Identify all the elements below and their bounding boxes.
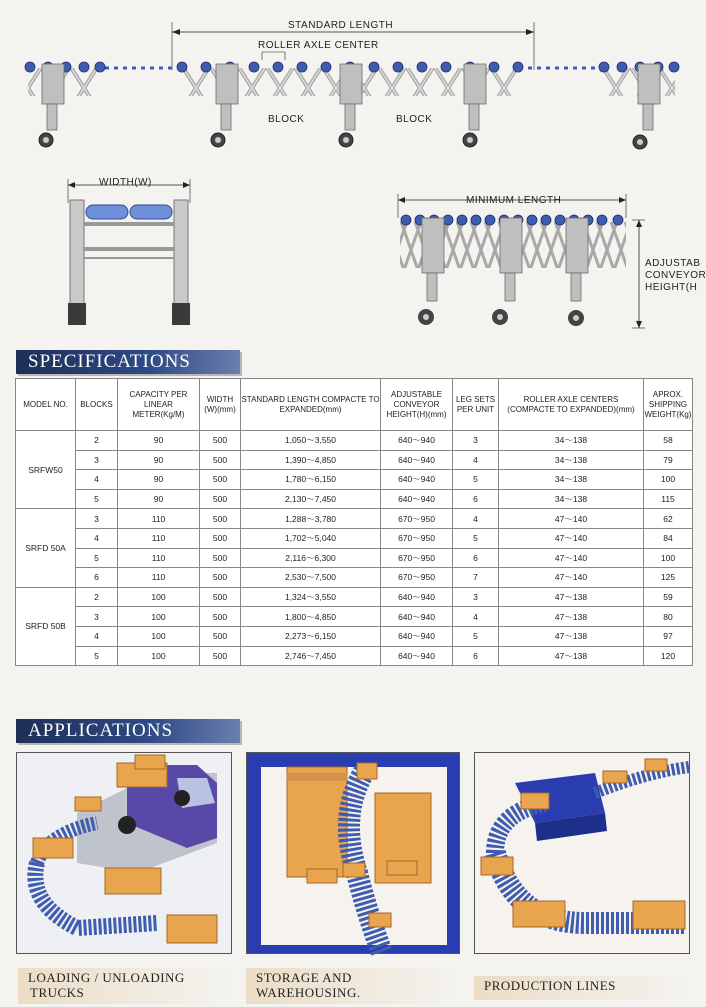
- capacity-cell: 110: [118, 528, 200, 548]
- header-model: MODEL NO.: [16, 379, 76, 431]
- table-row: [16, 470, 693, 490]
- height-cell: 640～940: [381, 626, 453, 646]
- blocks-cell: 5: [76, 489, 118, 509]
- caption-line-2: WAREHOUSING.: [256, 985, 361, 1000]
- weight-cell: 79: [644, 450, 693, 470]
- length-cell: 1,800～4,850: [241, 607, 381, 627]
- weight-cell: 100: [644, 548, 693, 568]
- legs-cell: 3: [453, 431, 499, 451]
- production-illustration: [475, 753, 691, 955]
- warehouse-illustration: [247, 753, 461, 955]
- blocks-cell: 5: [76, 548, 118, 568]
- weight-cell: 125: [644, 568, 693, 588]
- blocks-cell: 2: [76, 431, 118, 451]
- height-cell: 640～940: [381, 607, 453, 627]
- roller-cell: 47～138: [499, 626, 644, 646]
- width-cell: 500: [200, 568, 241, 588]
- weight-cell: 120: [644, 646, 693, 666]
- weight-cell: 58: [644, 431, 693, 451]
- height-cell: 640～940: [381, 646, 453, 666]
- header-roller: ROLLER AXLE CENTERS (COMPACTE TO EXPANDED)(mm): [499, 379, 644, 431]
- width-cell: 500: [200, 489, 241, 509]
- height-cell: 640～940: [381, 489, 453, 509]
- blocks-cell: 5: [76, 646, 118, 666]
- header-legs: LEG SETS PER UNIT: [453, 379, 499, 431]
- loading-unloading-photo: [16, 752, 232, 954]
- weight-cell: 80: [644, 607, 693, 627]
- blocks-cell: 4: [76, 626, 118, 646]
- caption-line-1: LOADING / UNLOADING: [28, 970, 185, 985]
- blocks-cell: 4: [76, 528, 118, 548]
- weight-cell: 115: [644, 489, 693, 509]
- minimum-length-label: MINIMUM LENGTH: [466, 195, 562, 206]
- adjustable-height-label-3: HEIGHT(H: [645, 282, 698, 293]
- length-cell: 1,324～3,550: [241, 587, 381, 607]
- roller-cell: 47～140: [499, 509, 644, 529]
- table-row: [16, 626, 693, 646]
- table-header-row: [16, 379, 693, 431]
- header-capacity: CAPACITY PER LINEAR METER(Kg/M): [118, 379, 200, 431]
- storage-warehousing-photo: [246, 752, 460, 954]
- width-cell: 500: [200, 509, 241, 529]
- capacity-cell: 110: [118, 568, 200, 588]
- caption-loading-unloading: [18, 968, 232, 1004]
- length-cell: 2,130～7,450: [241, 489, 381, 509]
- legs-cell: 4: [453, 450, 499, 470]
- table-row: [16, 509, 693, 529]
- blocks-cell: 3: [76, 450, 118, 470]
- table-row: [16, 431, 693, 451]
- length-cell: 2,116～6,300: [241, 548, 381, 568]
- caption-line-1: STORAGE AND: [256, 970, 352, 985]
- weight-cell: 59: [644, 587, 693, 607]
- roller-cell: 47～140: [499, 528, 644, 548]
- roller-cell: 47～140: [499, 568, 644, 588]
- capacity-cell: 90: [118, 470, 200, 490]
- roller-cell: 34～138: [499, 450, 644, 470]
- height-cell: 670～950: [381, 528, 453, 548]
- length-cell: 1,780～6,150: [241, 470, 381, 490]
- height-cell: 640～940: [381, 431, 453, 451]
- model-cell: SRFD 50B: [16, 587, 76, 665]
- legs-cell: 6: [453, 489, 499, 509]
- capacity-cell: 100: [118, 646, 200, 666]
- blocks-cell: 3: [76, 509, 118, 529]
- length-cell: 1,288～3,780: [241, 509, 381, 529]
- width-cell: 500: [200, 431, 241, 451]
- adjustable-height-label-1: ADJUSTAB: [645, 258, 701, 269]
- block-label-2: BLOCK: [396, 114, 433, 125]
- capacity-cell: 100: [118, 607, 200, 627]
- length-cell: 1,702～5,040: [241, 528, 381, 548]
- length-cell: 1,050～3,550: [241, 431, 381, 451]
- table-row: [16, 607, 693, 627]
- height-cell: 670～950: [381, 568, 453, 588]
- weight-cell: 84: [644, 528, 693, 548]
- legs-cell: 5: [453, 470, 499, 490]
- capacity-cell: 100: [118, 626, 200, 646]
- width-cell: 500: [200, 548, 241, 568]
- capacity-cell: 110: [118, 509, 200, 529]
- legs-cell: 5: [453, 626, 499, 646]
- length-cell: 2,273～6,150: [241, 626, 381, 646]
- legs-cell: 4: [453, 607, 499, 627]
- width-cell: 500: [200, 470, 241, 490]
- blocks-cell: 2: [76, 587, 118, 607]
- height-cell: 670～950: [381, 509, 453, 529]
- width-label: WIDTH(W): [99, 177, 152, 188]
- roller-cell: 34～138: [499, 431, 644, 451]
- legs-cell: 4: [453, 509, 499, 529]
- blocks-cell: 4: [76, 470, 118, 490]
- width-diagram: [60, 175, 200, 340]
- truck-illustration: [17, 753, 233, 955]
- adjustable-height-label-2: CONVEYOR: [645, 270, 706, 281]
- legs-cell: 5: [453, 528, 499, 548]
- length-cell: 2,746～7,450: [241, 646, 381, 666]
- caption-line-1: PRODUCTION LINES: [484, 978, 616, 993]
- standard-length-label: STANDARD LENGTH: [288, 20, 394, 31]
- capacity-cell: 90: [118, 431, 200, 451]
- legs-cell: 3: [453, 587, 499, 607]
- specifications-title: SPECIFICATIONS: [16, 350, 240, 374]
- height-cell: 640～940: [381, 470, 453, 490]
- blocks-cell: 3: [76, 607, 118, 627]
- legs-cell: 6: [453, 646, 499, 666]
- roller-cell: 47～140: [499, 548, 644, 568]
- capacity-cell: 100: [118, 587, 200, 607]
- length-cell: 2,530～7,500: [241, 568, 381, 588]
- width-cell: 500: [200, 626, 241, 646]
- height-cell: 640～940: [381, 587, 453, 607]
- table-row: [16, 528, 693, 548]
- length-cell: 1,390～4,850: [241, 450, 381, 470]
- weight-cell: 62: [644, 509, 693, 529]
- caption-storage-warehousing: [246, 968, 460, 1004]
- specifications-table: [15, 378, 693, 666]
- roller-cell: 47～138: [499, 646, 644, 666]
- capacity-cell: 90: [118, 450, 200, 470]
- width-cell: 500: [200, 646, 241, 666]
- height-cell: 670～950: [381, 548, 453, 568]
- roller-cell: 47～138: [499, 607, 644, 627]
- model-cell: SRFD 50A: [16, 509, 76, 587]
- caption-production-lines: [474, 976, 690, 1000]
- legs-cell: 7: [453, 568, 499, 588]
- header-weight: APROX. SHIPPING WEIGHT(Kg): [644, 379, 693, 431]
- header-width: WIDTH (W)(mm): [200, 379, 241, 431]
- table-row: [16, 489, 693, 509]
- roller-axle-center-label: ROLLER AXLE CENTER: [258, 40, 379, 51]
- table-row: [16, 568, 693, 588]
- width-cell: 500: [200, 607, 241, 627]
- width-cell: 500: [200, 450, 241, 470]
- capacity-cell: 110: [118, 548, 200, 568]
- table-row: [16, 646, 693, 666]
- caption-line-2: TRUCKS: [30, 985, 85, 1000]
- width-cell: 500: [200, 587, 241, 607]
- height-cell: 640～940: [381, 450, 453, 470]
- legs-cell: 6: [453, 548, 499, 568]
- model-cell: SRFW50: [16, 431, 76, 509]
- blocks-cell: 6: [76, 568, 118, 588]
- header-blocks: BLOCKS: [76, 379, 118, 431]
- weight-cell: 100: [644, 470, 693, 490]
- width-cell: 500: [200, 528, 241, 548]
- roller-cell: 34～138: [499, 470, 644, 490]
- table-row: [16, 450, 693, 470]
- capacity-cell: 90: [118, 489, 200, 509]
- table-row: [16, 548, 693, 568]
- header-height: ADJUSTABLE CONVEYOR HEIGHT(H)(mm): [381, 379, 453, 431]
- header-length: STANDARD LENGTH COMPACTE TO EXPANDED(mm): [241, 379, 381, 431]
- roller-cell: 34～138: [499, 489, 644, 509]
- table-row: [16, 587, 693, 607]
- roller-cell: 47～138: [499, 587, 644, 607]
- block-label-1: BLOCK: [268, 114, 305, 125]
- applications-title: APPLICATIONS: [16, 719, 240, 743]
- weight-cell: 97: [644, 626, 693, 646]
- production-lines-photo: [474, 752, 690, 954]
